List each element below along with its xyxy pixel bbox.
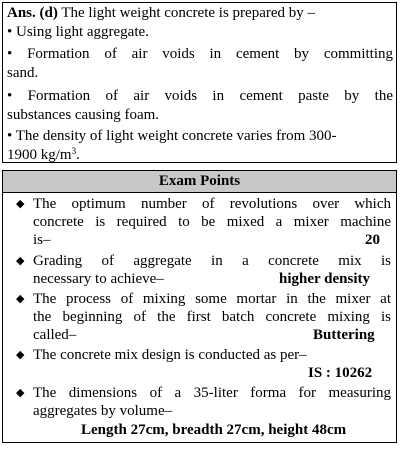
- answer-point-2-cont: [7, 64, 393, 82]
- answer-point-text: substances causing foam.: [7, 107, 160, 123]
- diamond-bullet-icon: ◆: [16, 198, 25, 210]
- exam-point-5-answer: Length 27cm, breadth 27cm, height 48cm: [81, 422, 347, 438]
- answer-point-text: Formation of air voids in cement by committing: [27, 46, 394, 62]
- diamond-bullet-icon: ◆: [16, 255, 25, 267]
- exam-point-4-line1: The concrete mix design is conducted as per–: [33, 347, 307, 363]
- superscript: 3: [71, 146, 77, 156]
- answer-point-text: Formation of air voids in cement paste by the: [27, 88, 393, 104]
- answer-intro-text: The light weight concrete is prepared by –: [57, 5, 315, 21]
- exam-point-5-line1: The dimensions of a 35-liter forma for measuring: [33, 385, 391, 401]
- diamond-bullet-icon: ◆: [16, 387, 25, 399]
- bullet-icon: •: [7, 46, 13, 62]
- answer-point-3-cont: [7, 106, 393, 124]
- answer-point-text: sand.: [7, 65, 39, 81]
- answer-point-1: [7, 23, 393, 41]
- exam-point-2-answer: higher density: [279, 271, 370, 287]
- diamond-bullet-icon: ◆: [16, 349, 25, 361]
- answer-point-3: [7, 87, 393, 105]
- bullet-icon: •: [7, 24, 13, 40]
- exam-point-3-line3: called–: [33, 327, 77, 343]
- exam-point-5-line2: aggregates by volume–: [33, 403, 173, 419]
- answer-point-text: .: [76, 147, 80, 163]
- answer-box: [2, 2, 397, 163]
- exam-point-4-answer: IS : 10262: [308, 365, 373, 381]
- exam-point-1-line2: concrete is required to be mixed a mixer machine: [33, 214, 391, 230]
- exam-points-title: Exam Points: [3, 171, 396, 193]
- exam-points-box: [2, 170, 397, 443]
- answer-point-text: The density of light weight concrete varies from 300-: [15, 128, 337, 144]
- answer-point-2: [7, 45, 393, 63]
- answer-point-text: 1900 kg/m: [7, 147, 72, 163]
- exam-point-3-answer: Buttering: [313, 327, 375, 343]
- bullet-icon: •: [7, 88, 13, 104]
- bullet-icon: •: [7, 128, 13, 144]
- answer-intro: [7, 4, 393, 22]
- exam-point-1-line1: The optimum number of revolutions over which: [33, 196, 391, 212]
- answer-point-4: [7, 127, 393, 145]
- exam-point-3-line2: the beginning of the first batch concrete mixing is: [33, 309, 391, 325]
- exam-point-2-line2: necessary to achieve–: [33, 271, 164, 287]
- exam-point-3-line1: The process of mixing some mortar in the mixer at: [33, 291, 391, 307]
- exam-point-1-answer: 20: [365, 232, 380, 248]
- exam-point-2-line1: Grading of aggregate in a concrete mix is: [33, 253, 391, 269]
- answer-point-4-cont: [7, 146, 393, 164]
- exam-point-1-line3: is–: [33, 232, 51, 248]
- answer-label: Ans. (d): [7, 5, 58, 21]
- diamond-bullet-icon: ◆: [16, 293, 25, 305]
- answer-point-text: Using light aggregate.: [16, 24, 149, 40]
